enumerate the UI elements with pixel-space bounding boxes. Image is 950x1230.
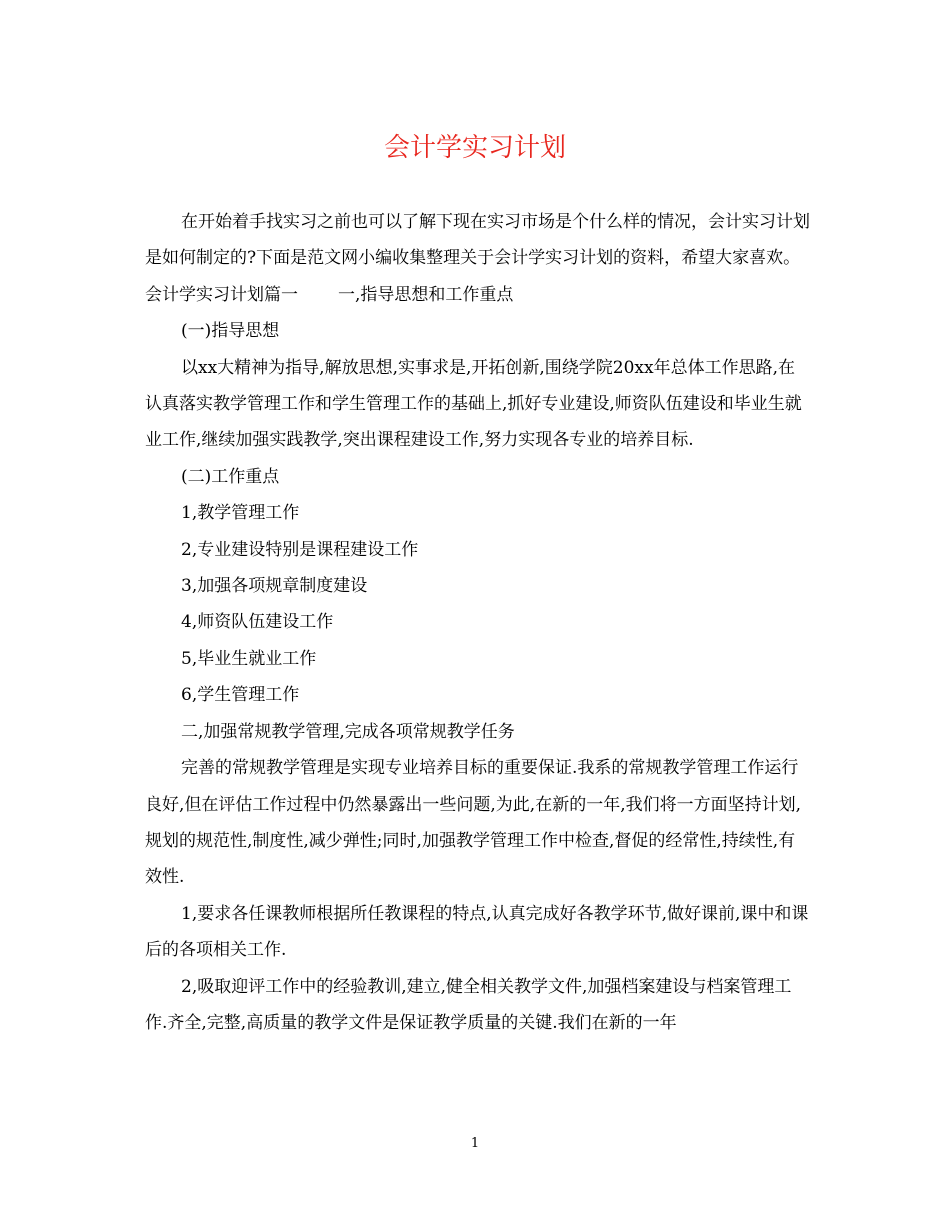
section-heading-right: 一,指导思想和工作重点 bbox=[338, 284, 514, 305]
subheading-work-focus: (二)工作重点 bbox=[181, 466, 280, 487]
paragraph-item-2: 2,吸取迎评工作中的经验教训,建立,健全相关教学文件,加强档案建设与档案管理工作.齐全,完整,高质量的教学文件是保证教学质量的关键.我们在新的一年 bbox=[145, 976, 792, 1033]
subheading-guiding-thought: (一)指导思想 bbox=[181, 321, 280, 342]
paragraph-guiding-thought: 以xx大精神为指导,解放思想,实事求是,开拓创新,围绕学院20xx年总体工作思路,在认真落实教学管理工作和学生管理工作的基础上,抓好专业建设,师资队伍建设和毕业生就业工作,继续加强实践教学,突出课程建设工作,努力实现各专业的培养目标. bbox=[145, 357, 802, 451]
intro-paragraph: 在开始着手找实习之前也可以了解下现在实习市场是个什么样的情况，会计实习计划是如何制定的?下面是范文网小编收集整理关于会计学实习计划的资料，希望大家喜欢。 bbox=[145, 212, 810, 269]
list-item: 4,师资队伍建设工作 bbox=[181, 612, 334, 633]
paragraph-routine-management: 完善的常规教学管理是实现专业培养目标的重要保证.我系的常规教学管理工作运行良好,但在评估工作过程中仍然暴露出一些问题,为此,在新的一年,我们将一方面坚持计划,规划的规范性,制度性,减少弹性;同时,加强教学管理工作中检查,督促的经常性,持续性,有效性. bbox=[145, 758, 802, 888]
section-heading-left: 会计学实习计划篇一 bbox=[145, 284, 298, 305]
section-heading-two: 二,加强常规教学管理,完成各项常规教学任务 bbox=[181, 721, 515, 742]
section-heading-line bbox=[145, 277, 810, 313]
list-item: 3,加强各项规章制度建设 bbox=[181, 576, 368, 597]
page-number: 1 bbox=[470, 1136, 480, 1151]
paragraph-item-1: 1,要求各任课教师根据所任教课程的特点,认真完成好各教学环节,做好课前,课中和课后的各项相关工作. bbox=[145, 903, 809, 961]
list-item: 2,专业建设特别是课程建设工作 bbox=[181, 539, 419, 560]
list-item: 1,教学管理工作 bbox=[181, 503, 300, 524]
document-body bbox=[145, 204, 810, 1041]
list-item: 6,学生管理工作 bbox=[181, 685, 300, 706]
document-title: 会计学实习计划 bbox=[383, 133, 566, 163]
list-item: 5,毕业生就业工作 bbox=[181, 648, 317, 669]
